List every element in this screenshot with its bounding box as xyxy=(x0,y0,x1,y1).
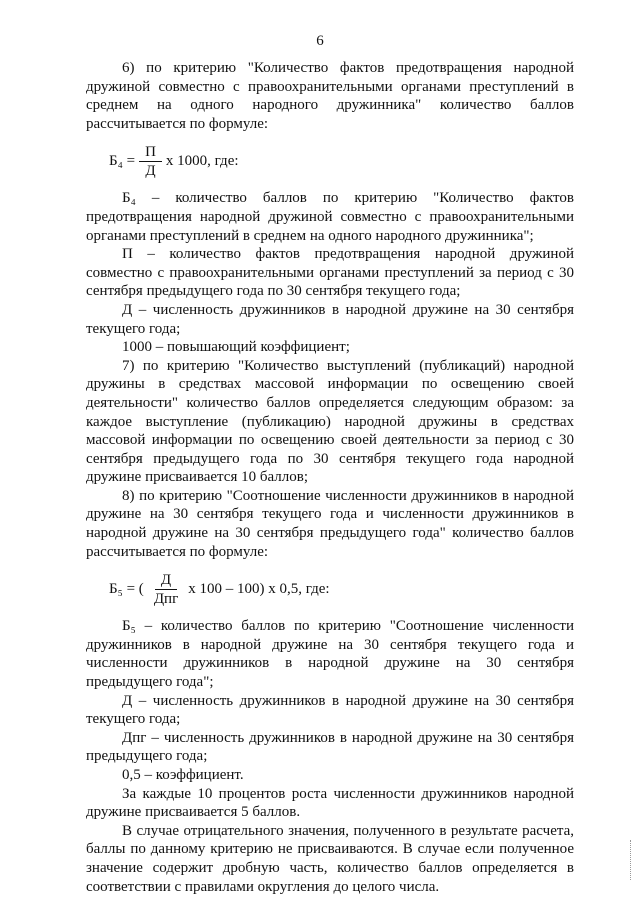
paragraph-dpg-definition: Дпг – численность дружинников в народной дружине на 30 сентября предыдущего года; xyxy=(86,729,574,765)
paragraph-criterion-8: 8) по критерию "Соотношение численности дружинников в народной дружине на 30 сентября текущего года и численности дружинников в народной дружине на 30 сентября предыдущего года" количество баллов рассчитывается по формуле: xyxy=(86,487,574,560)
paragraph-b4-definition: Б₄ – количество баллов по критерию "Количество фактов предотвращения народной дружиной совместно с правоохранительными органами преступлений в среднем на одного народного дружинника"; xyxy=(86,190,574,244)
paragraph-b5-definition: Б₅ – количество баллов по критерию "Соотношение численности дружинников в народной дружине на 30 сентября текущего года и численности дружинников в народной дружине на 30 сентября предыдущего года"; xyxy=(86,618,574,691)
paragraph-coefficient-1000: 1000 – повышающий коэффициент; xyxy=(122,339,350,356)
formula-b4 xyxy=(86,133,574,189)
formula-b5-rhs: х 100 – 100) х 0,5, где: xyxy=(188,580,330,597)
paragraph-criterion-7: 7) по критерию "Количество выступлений (публикаций) народной дружины в средствах массовой информации по освещению своей деятельности" количество баллов определяется следующим образом: за каждое выступление (публикацию) народной дружины в средствах массовой информации по освещению своей деятельности за период с 30 сентября предыдущего года по 30 сентября текущего года народной дружине присваивается 10 баллов; xyxy=(86,357,574,486)
scan-edge-mark xyxy=(630,840,634,880)
paragraph-growth-points: За каждые 10 процентов роста численности дружинников народной дружине присваивается 5 баллов. xyxy=(86,785,574,821)
paragraph-rounding-rule: В случае отрицательного значения, полученного в результате расчета, баллы по данному критерию не присваиваются. В случае если полученное значение содержит дробную часть, количество баллов определяется в соответствии с правилами округления до целого числа. xyxy=(86,822,574,895)
formula-b4-numerator: П xyxy=(139,143,162,162)
document-body xyxy=(86,59,574,896)
formula-b4-denominator: Д xyxy=(145,162,156,179)
formula-b5-fraction xyxy=(148,571,184,608)
paragraph-coefficient-05: 0,5 – коэффициент. xyxy=(122,767,244,783)
formula-b5-lhs: Б₅ = ( xyxy=(109,580,144,597)
page-number: 6 xyxy=(316,33,324,49)
formula-b4-fraction xyxy=(139,143,162,180)
formula-b4-rhs: х 1000, где: xyxy=(165,153,239,170)
paragraph-p-definition: П – количество фактов предотвращения народной дружиной совместно с правоохранительными органами преступлений за период с 30 сентября предыдущего года по 30 сентября текущего года; xyxy=(86,246,574,300)
paragraph-d-definition: Д – численность дружинников в народной дружине на 30 сентября текущего года; xyxy=(86,301,574,337)
formula-b4-lhs: Б₄ = xyxy=(109,153,136,170)
formula-b5-numerator: Д xyxy=(155,571,177,590)
formula-b5 xyxy=(86,561,574,617)
formula-b5-denominator: Дпг xyxy=(153,590,179,607)
paragraph-d-definition-2: Д – численность дружинников в народной дружине на 30 сентября текущего года; xyxy=(86,692,574,728)
paragraph-criterion-6: 6) по критерию "Количество фактов предотвращения народной дружиной совместно с правоохранительными органами преступлений в среднем на одного народного дружинника" количество баллов рассчитывается по формуле: xyxy=(86,60,574,132)
